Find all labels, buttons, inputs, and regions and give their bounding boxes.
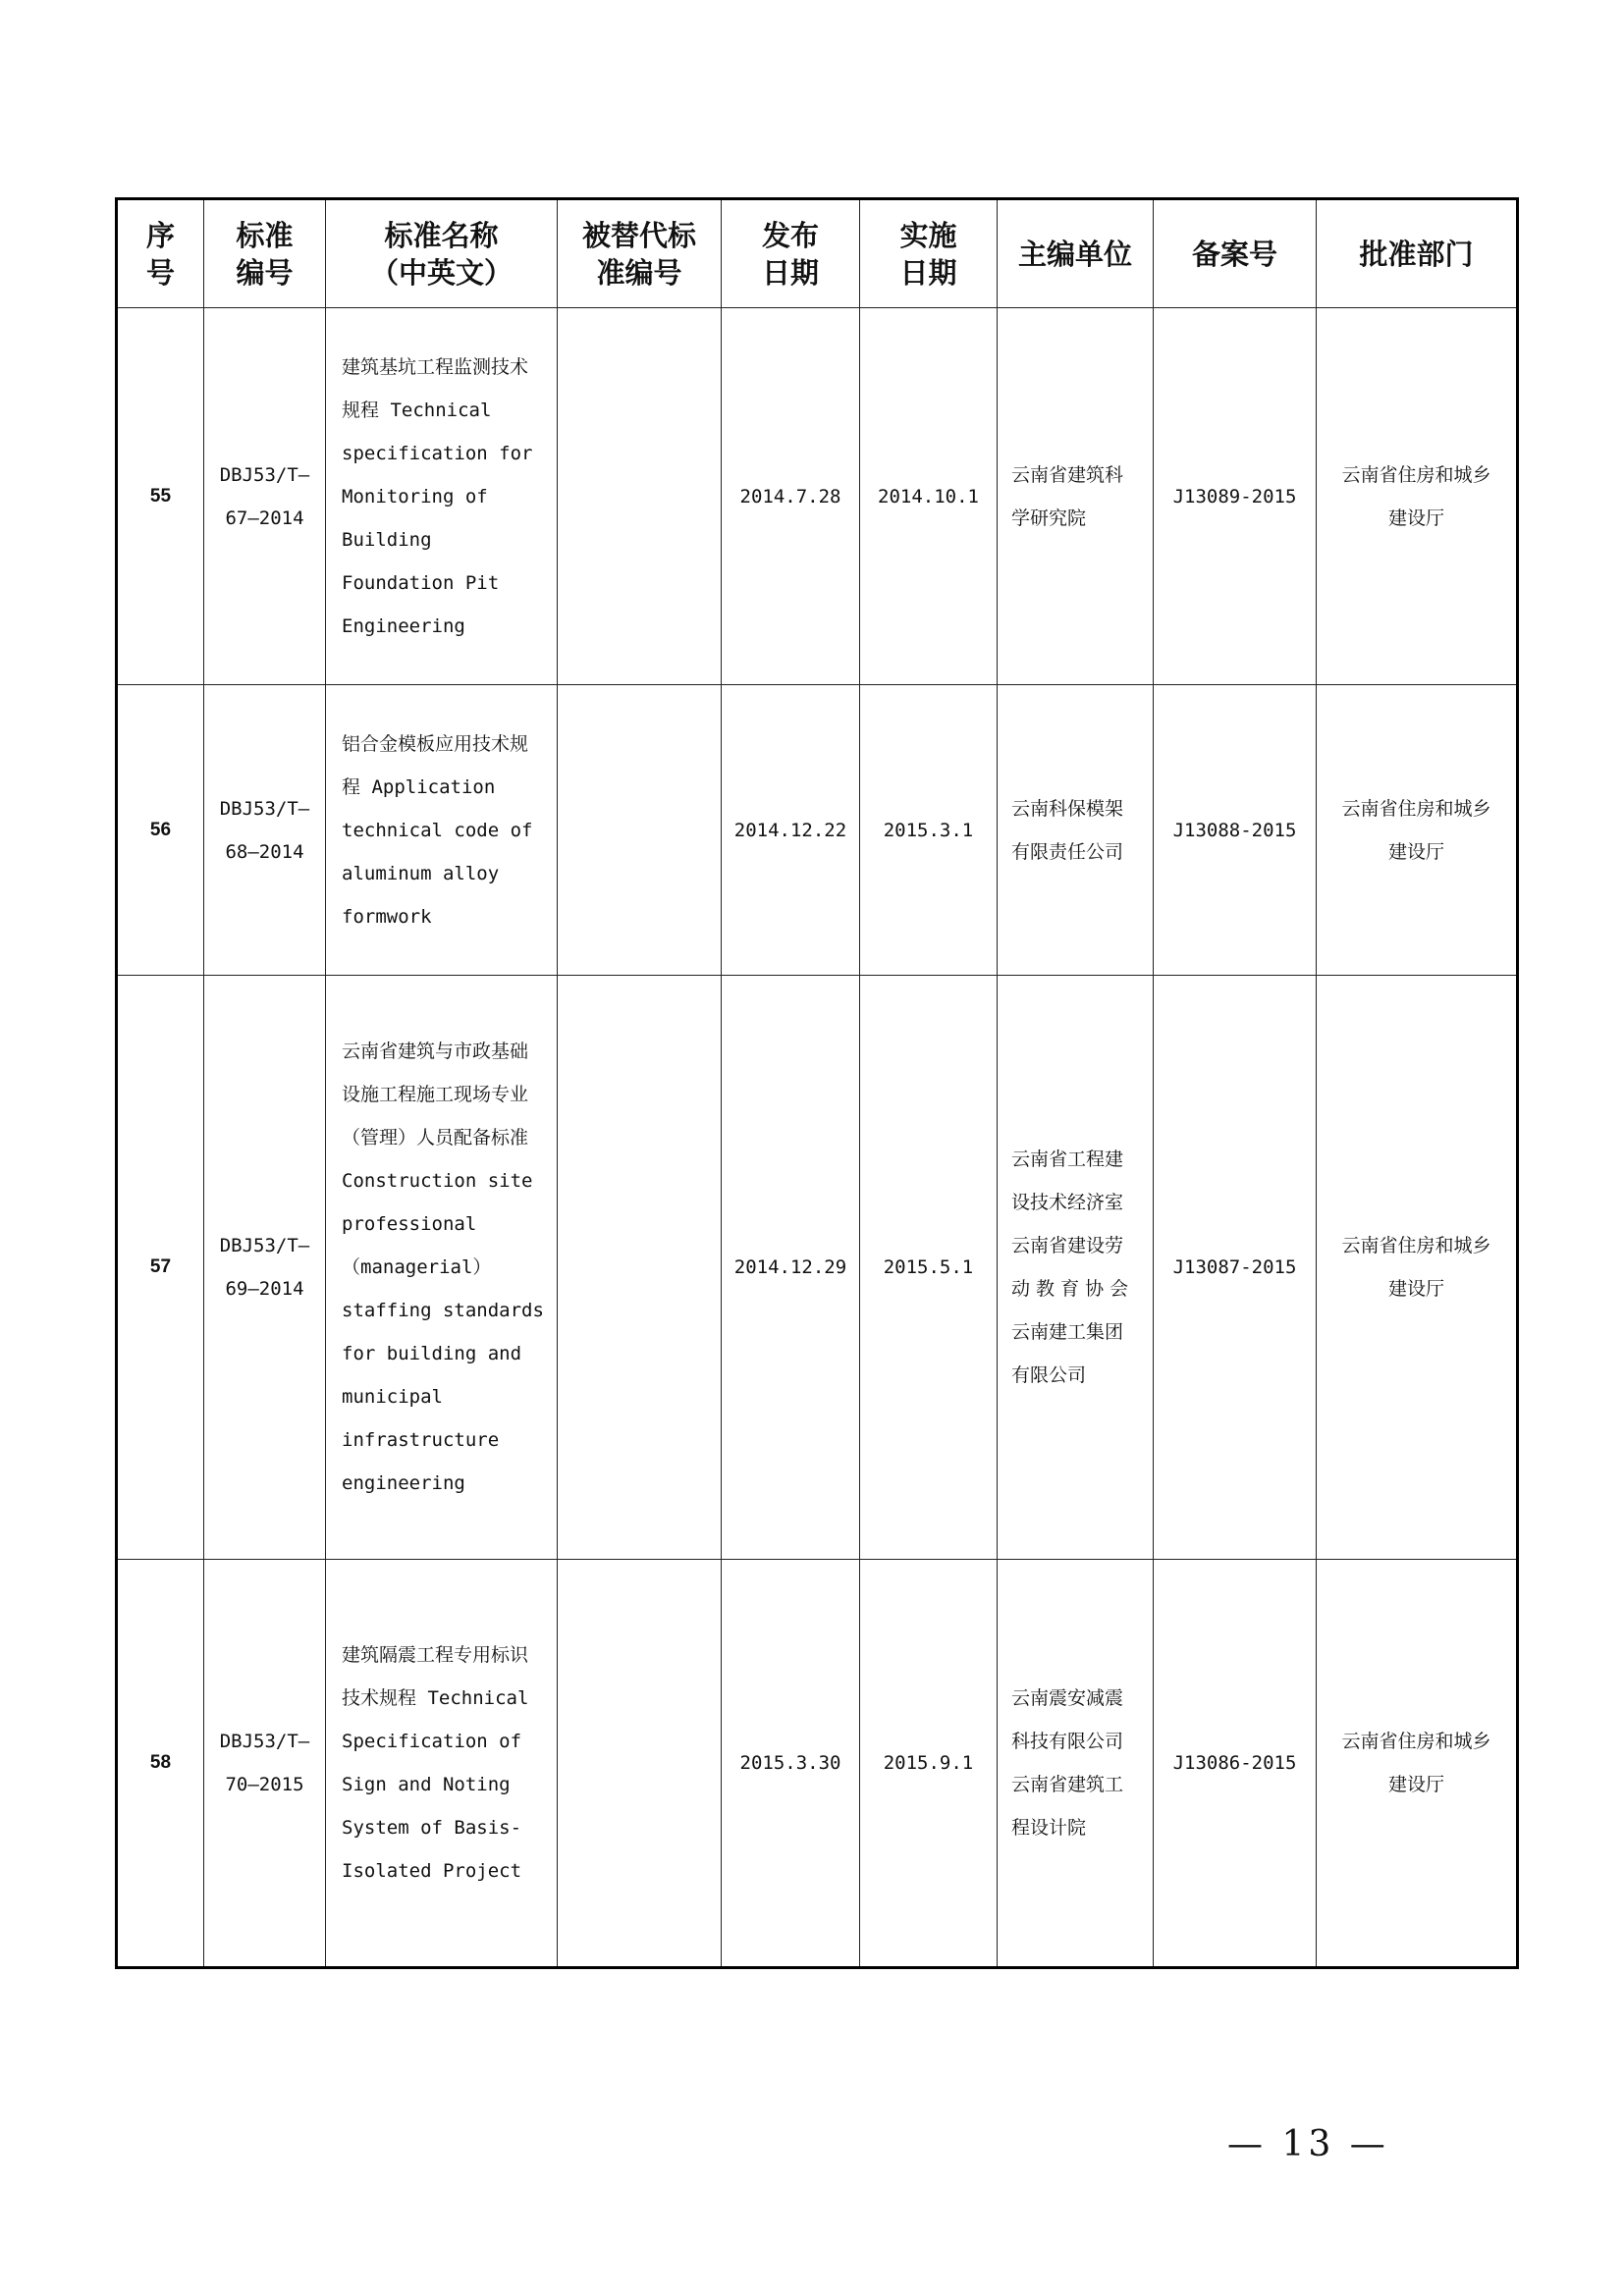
cell-name: 铝合金模板应用技术规程 Application technical code of aluminum alloy formwork [326, 685, 558, 976]
table-row [117, 308, 1518, 685]
table-row [117, 685, 1518, 976]
cell-implement-date: 2015.9.1 [860, 1560, 998, 1968]
cell-code: DBJ53/T— 67—2014 [204, 308, 326, 685]
cell-name: 云南省建筑与市政基础设施工程施工现场专业（管理）人员配备标准 Construction site professional （managerial） staffing standards for building and municipal infrastructure engineering [326, 976, 558, 1560]
cell-publish-date: 2014.12.22 [722, 685, 860, 976]
header-row [117, 199, 1518, 308]
cell-seq: 56 [117, 685, 204, 976]
cell-dept: 云南省住房和城乡 建设厅 [1317, 976, 1518, 1560]
cell-implement-date: 2015.3.1 [860, 685, 998, 976]
page-number: — 13 — [1227, 2124, 1389, 2164]
cell-replaced [558, 308, 722, 685]
cell-org: 云南科保模架 有限责任公司 [998, 685, 1154, 976]
cell-dept: 云南省住房和城乡 建设厅 [1317, 1560, 1518, 1968]
header-seq: 序 号 [117, 199, 204, 308]
cell-publish-date: 2015.3.30 [722, 1560, 860, 1968]
header-name: 标准名称 （中英文） [326, 199, 558, 308]
cell-seq: 58 [117, 1560, 204, 1968]
cell-org: 云南震安减震 科技有限公司 云南省建筑工 程设计院 [998, 1560, 1154, 1968]
cell-code: DBJ53/T— 68—2014 [204, 685, 326, 976]
header-code: 标准 编号 [204, 199, 326, 308]
table-row [117, 1560, 1518, 1968]
cell-implement-date: 2015.5.1 [860, 976, 998, 1560]
cell-name: 建筑基坑工程监测技术规程 Technical specification for Monitoring of Building Foundation Pit Engineering [326, 308, 558, 685]
cell-name: 建筑隔震工程专用标识技术规程 Technical Specification of Sign and Noting System of Basis-Isolated Project [326, 1560, 558, 1968]
cell-replaced [558, 976, 722, 1560]
header-implement-date: 实施 日期 [860, 199, 998, 308]
cell-publish-date: 2014.7.28 [722, 308, 860, 685]
cell-seq: 57 [117, 976, 204, 1560]
cell-seq: 55 [117, 308, 204, 685]
cell-org: 云南省建筑科 学研究院 [998, 308, 1154, 685]
cell-record: J13088-2015 [1154, 685, 1317, 976]
cell-record: J13087-2015 [1154, 976, 1317, 1560]
cell-record: J13086-2015 [1154, 1560, 1317, 1968]
header-org: 主编单位 [998, 199, 1154, 308]
cell-publish-date: 2014.12.29 [722, 976, 860, 1560]
header-publish-date: 发布 日期 [722, 199, 860, 308]
cell-record: J13089-2015 [1154, 308, 1317, 685]
cell-code: DBJ53/T— 70—2015 [204, 1560, 326, 1968]
cell-code: DBJ53/T— 69—2014 [204, 976, 326, 1560]
cell-dept: 云南省住房和城乡 建设厅 [1317, 308, 1518, 685]
cell-replaced [558, 1560, 722, 1968]
header-record: 备案号 [1154, 199, 1317, 308]
cell-replaced [558, 685, 722, 976]
header-replaced: 被替代标 准编号 [558, 199, 722, 308]
table-row [117, 976, 1518, 1560]
cell-dept: 云南省住房和城乡 建设厅 [1317, 685, 1518, 976]
cell-implement-date: 2014.10.1 [860, 308, 998, 685]
cell-org: 云南省工程建 设技术经济室 云南省建设劳 动 教 育 协 会 云南建工集团 有限公司 [998, 976, 1154, 1560]
standards-table [115, 197, 1519, 1969]
header-dept: 批准部门 [1317, 199, 1518, 308]
